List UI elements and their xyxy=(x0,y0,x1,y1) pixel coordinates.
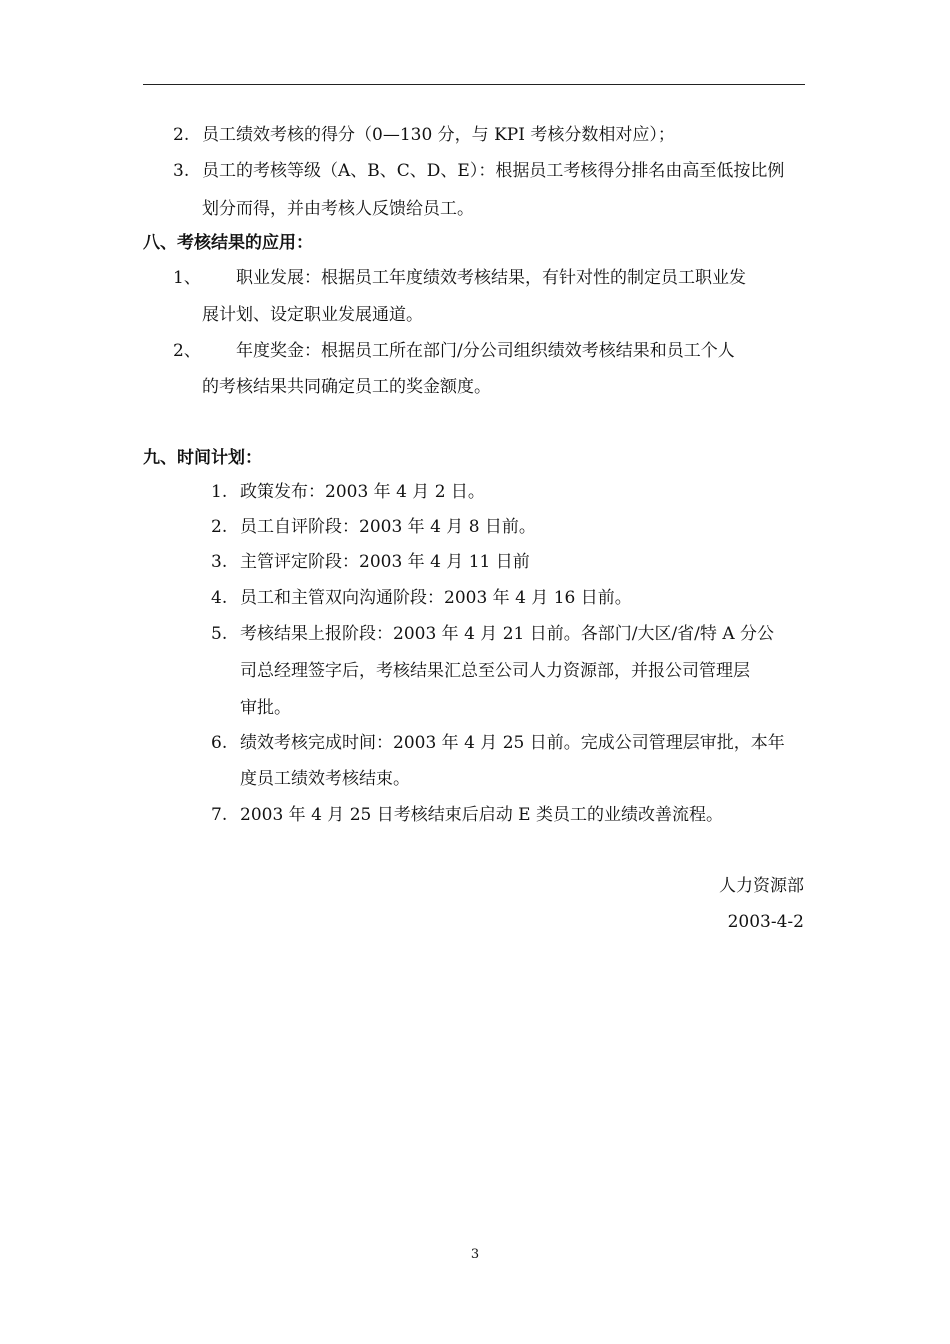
list-item-continuation xyxy=(240,696,291,720)
list-text: 2003 年 4 月 25 日考核结束后启动 E 类员工的业绩改善流程。 xyxy=(240,805,723,825)
list-number: 3. xyxy=(173,161,190,181)
header-rule xyxy=(143,84,805,85)
list-item-continuation xyxy=(240,659,750,683)
list-number: 6. xyxy=(211,733,228,753)
list-number: 7. xyxy=(211,805,228,825)
list-text: 展计划、设定职业发展通道。 xyxy=(202,305,423,325)
list-number: 5. xyxy=(211,624,228,644)
signature-department: 人力资源部 xyxy=(719,876,804,896)
list-number: 1. xyxy=(211,482,228,502)
list-text: 考核结果上报阶段：2003 年 4 月 21 日前。各部门/大区/省/特 A 分公 xyxy=(240,624,774,644)
list-text: 员工和主管双向沟通阶段：2003 年 4 月 16 日前。 xyxy=(240,588,632,608)
list-item-continuation xyxy=(202,375,491,399)
list-text: 职业发展：根据员工年度绩效考核结果，有针对性的制定员工职业发 xyxy=(236,268,746,288)
list-text: 划分而得，并由考核人反馈给员工。 xyxy=(202,199,474,219)
list-number: 4. xyxy=(211,588,228,608)
list-number: 2、 xyxy=(173,341,201,361)
list-text: 主管评定阶段：2003 年 4 月 11 日前 xyxy=(240,552,530,572)
list-text: 的考核结果共同确定员工的奖金额度。 xyxy=(202,377,491,397)
list-text: 员工自评阶段：2003 年 4 月 8 日前。 xyxy=(240,517,536,537)
section-heading: 九、时间计划： xyxy=(143,448,262,468)
list-number: 3. xyxy=(211,552,228,572)
list-text: 度员工绩效考核结束。 xyxy=(240,769,410,789)
list-text: 绩效考核完成时间：2003 年 4 月 25 日前。完成公司管理层审批，本年 xyxy=(240,733,785,753)
list-number: 2. xyxy=(173,125,190,145)
section-heading: 八、考核结果的应用： xyxy=(143,233,313,253)
list-item-continuation xyxy=(202,197,474,221)
page-number: 3 xyxy=(470,1247,480,1262)
list-number: 2. xyxy=(211,517,228,537)
list-item-continuation xyxy=(202,303,423,327)
list-item-continuation xyxy=(240,767,410,791)
list-text: 政策发布：2003 年 4 月 2 日。 xyxy=(240,482,485,502)
list-text: 员工的考核等级（A、B、C、D、E）：根据员工考核得分排名由高至低按比例 xyxy=(202,161,785,181)
list-text: 审批。 xyxy=(240,698,291,718)
list-text: 员工绩效考核的得分（0—130 分，与 KPI 考核分数相对应）； xyxy=(202,125,675,145)
list-text: 司总经理签字后，考核结果汇总至公司人力资源部，并报公司管理层 xyxy=(240,661,750,681)
signature-date: 2003-4-2 xyxy=(727,912,804,932)
list-text: 年度奖金：根据员工所在部门/分公司组织绩效考核结果和员工个人 xyxy=(236,341,735,361)
list-number: 1、 xyxy=(173,268,201,288)
